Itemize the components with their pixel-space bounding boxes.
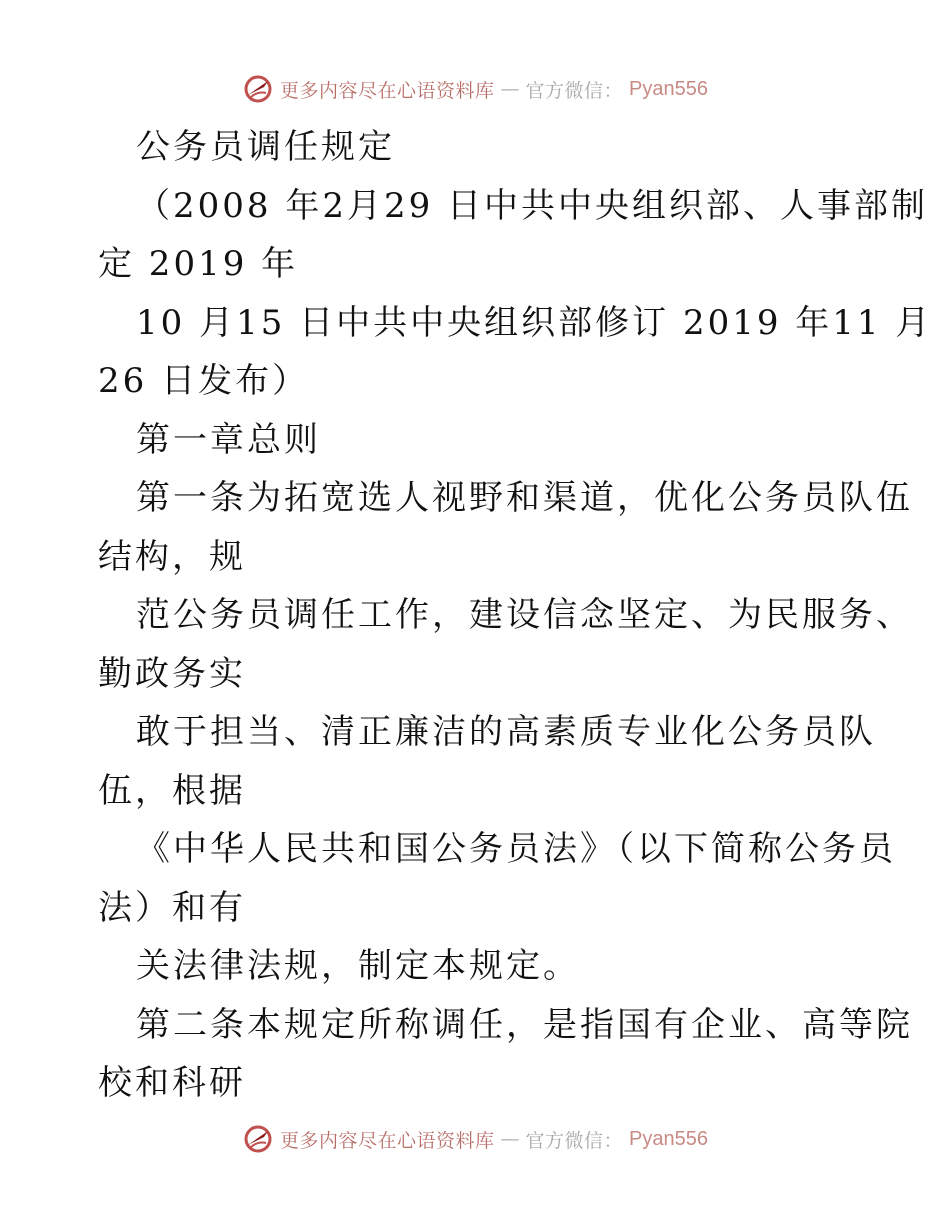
document-line: 第二条本规定所称调任，是指国有企业、高等院 bbox=[136, 1004, 913, 1045]
brand-logo-icon bbox=[242, 1123, 274, 1155]
document-line: 第一章总则 bbox=[136, 419, 321, 460]
document-body bbox=[98, 118, 933, 1113]
banner-separator: — bbox=[500, 1128, 520, 1150]
document-line: 第一条为拓宽选人视野和渠道，优化公务员队伍 bbox=[136, 478, 913, 518]
document-line: 10 月15 日中共中央组织部修订 2019 年11 月 bbox=[136, 302, 933, 343]
document-line: 勤政务实 bbox=[98, 653, 246, 694]
banner-separator: — bbox=[500, 78, 520, 100]
document-line: 校和科研 bbox=[98, 1063, 246, 1103]
document-line: 关法律法规，制定本规定。 bbox=[136, 946, 580, 986]
banner-official-label: 官方微信： bbox=[525, 79, 624, 102]
banner-brand-text: 更多内容尽在心语资料库 bbox=[280, 1129, 495, 1152]
banner-wechat-id: Pyan556 bbox=[629, 77, 708, 100]
banner-wechat-id: Pyan556 bbox=[629, 1127, 708, 1150]
brand-logo-icon bbox=[242, 73, 274, 105]
document-line: （2008 年2月29 日中共中央组织部、人事部制 bbox=[136, 185, 929, 226]
footer-banner bbox=[0, 1122, 950, 1156]
document-line: 敢于担当、清正廉洁的高素质专业化公务员队 bbox=[136, 712, 876, 752]
document-line: 《中华人民共和国公务员法》（以下简称公务员 bbox=[136, 829, 896, 869]
header-banner bbox=[0, 72, 950, 106]
document-line: 法）和有 bbox=[98, 887, 246, 928]
document-line: 26 日发布） bbox=[98, 361, 310, 401]
banner-official-label: 官方微信： bbox=[525, 1129, 624, 1152]
document-line: 结构，规 bbox=[98, 536, 246, 577]
document-line: 公务员调任规定 bbox=[136, 127, 395, 167]
document-line: 定 2019 年 bbox=[98, 244, 299, 284]
banner-brand-text: 更多内容尽在心语资料库 bbox=[280, 79, 495, 102]
document-line: 伍，根据 bbox=[98, 770, 246, 811]
document-line: 范公务员调任工作，建设信念坚定、为民服务、 bbox=[136, 595, 913, 635]
